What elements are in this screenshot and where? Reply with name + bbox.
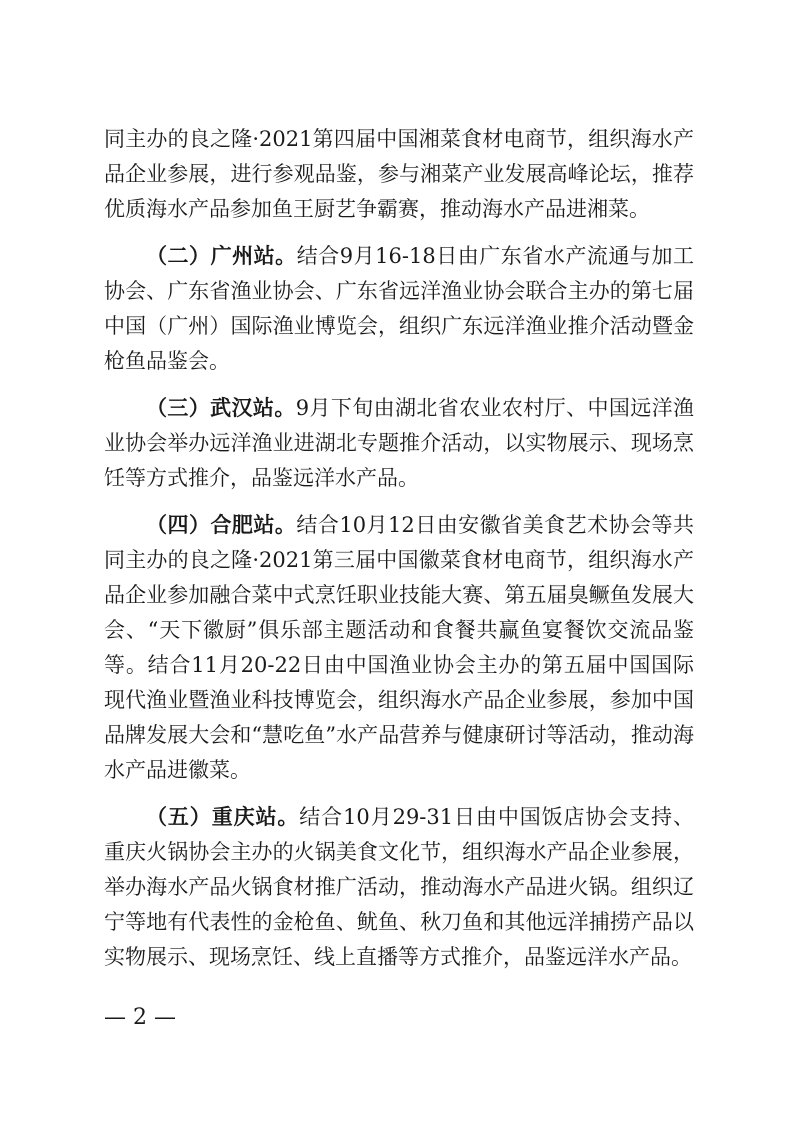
paragraph-wuhan bbox=[104, 391, 694, 496]
paragraph-chongqing bbox=[104, 800, 694, 975]
document-body bbox=[104, 122, 694, 987]
paragraph-hefei bbox=[104, 508, 694, 788]
paragraph-text: 结合9月16-18日由广东省水产流通与加工协会、广东省渔业协会、广东省远洋渔业协会联合主办的第七届中国（广州）国际渔业博览会，组织广东远洋渔业推介活动暨金枪鱼品鉴会。 bbox=[104, 244, 694, 373]
paragraph-text: 结合10月12日由安徽省美食艺术协会等共同主办的良之隆·2021第三届中国徽菜食材电商节，组织海水产品企业参加融合菜中式烹饪职业技能大赛、第五届臭鳜鱼发展大会、“天下徽厨”俱乐部主题活动和食餐共赢鱼宴餐饮交流品鉴等。结合11月20-22日由中国渔业协会主办的第五届中国国际现代渔业暨渔业科技博览会，组织海水产品企业参展，参加中国品牌发展大会和“慧吃鱼”水产品营养与健康研讨等活动，推动海水产品进徽菜。 bbox=[104, 513, 694, 782]
paragraph-text: 同主办的良之隆·2021第四届中国湘菜食材电商节，组织海水产品企业参展，进行参观品鉴，参与湘菜产业发展高峰论坛，推荐优质海水产品参加鱼王厨艺争霸赛，推动海水产品进湘菜。 bbox=[104, 127, 694, 221]
paragraph-continued bbox=[104, 122, 694, 227]
section-heading-wuhan: （三）武汉站。 bbox=[146, 396, 296, 420]
section-heading-guangzhou: （二）广州站。 bbox=[146, 244, 297, 268]
paragraph-guangzhou bbox=[104, 239, 694, 379]
section-heading-chongqing: （五）重庆站。 bbox=[146, 805, 300, 829]
paragraph-text: 9月下旬由湖北省农业农村厅、中国远洋渔业协会举办远洋渔业进湖北专题推介活动，以实物展示、现场烹饪等方式推介，品鉴远洋水产品。 bbox=[104, 396, 695, 490]
page-number: — 2 — bbox=[104, 1005, 176, 1030]
paragraph-text: 结合10月29-31日由中国饭店协会支持、重庆火锅协会主办的火锅美食文化节，组织海水产品企业参展，举办海水产品火锅食材推广活动，推动海水产品进火锅。组织辽宁等地有代表性的金枪鱼、鱿鱼、秋刀鱼和其他远洋捕捞产品以实物展示、现场烹饪、线上直播等方式推介，品鉴远洋水产品。 bbox=[104, 805, 694, 969]
section-heading-hefei: （四）合肥站。 bbox=[146, 513, 297, 537]
